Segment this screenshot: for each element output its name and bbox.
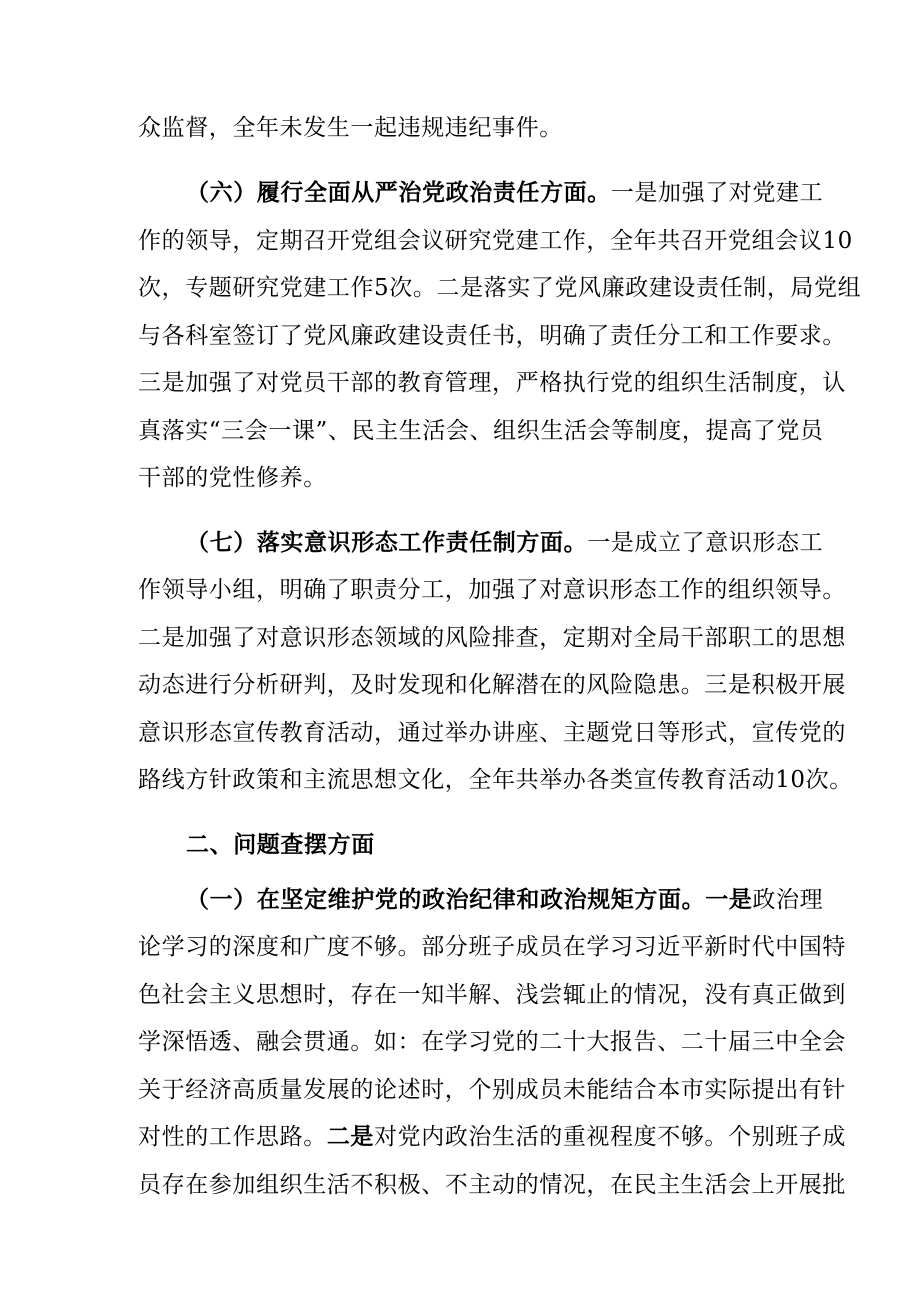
text-line [138,931,846,963]
text: 路线方针政策和主流思想文化，全年共举办各类宣传教育活动10次。 [138,767,853,793]
text: 三是加强了对党员干部的教育管理，严格执行党的组织生活制度，认 [138,370,846,396]
text-line [138,669,846,701]
paragraph-first-line [186,177,824,209]
text: 二是加强了对意识形态领域的风险排查，定期对全局干部职工的思想 [138,625,846,651]
text-line [138,320,846,352]
text-line [138,717,846,749]
text: 一是成立了意识形态工 [587,530,824,556]
text-line [138,112,788,144]
text-line [138,764,853,796]
text: 一是加强了对党建工 [610,180,824,206]
text-line [138,574,846,606]
text: 员存在参加组织生活不积极、不主动的情况，在民主生活会上开展批 [138,1172,846,1198]
text-line [138,462,788,494]
text: 次，专题研究党建工作5次。二是落实了党风廉政建设责任制，局党组 [138,275,862,301]
paragraph-heading: （七）落实意识形态工作责任制方面。 [186,529,588,556]
text: 真落实“三会一课”、民主生活会、组织生活会等制度，提高了党员 [138,418,824,444]
text: 意识形态宣传教育活动，通过举办讲座、主题党日等形式，宣传党的 [138,720,846,746]
text: 对性的工作思路。 [138,1124,327,1150]
text-line [138,415,824,447]
text-line [138,1026,846,1058]
text: 学深悟透、融会贯通。如：在学习党的二十大报告、二十届三中全会 [138,1029,846,1055]
text-line [138,367,846,399]
text: 动态进行分析研判，及时发现和化解潜在的风险隐患。三是积极开展 [138,672,846,698]
text: 色社会主义思想时，存在一知半解、浅尝辄止的情况，没有真正做到 [138,982,846,1008]
text: 作的领导，定期召开党组会议研究党建工作，全年共召开党组会议10 [138,228,853,254]
text: 作领导小组，明确了职责分工，加强了对意识形态工作的组织领导。 [138,577,846,603]
paragraph-first-line [186,527,824,559]
text: 众监督，全年未发生一起违规违纪事件。 [138,115,563,141]
text-line [138,1169,846,1201]
text: 政治理 [752,887,824,913]
lead-word: 二是 [326,1123,375,1150]
text: 干部的党性修养。 [138,465,327,491]
text-line [138,1074,846,1106]
text: 与各科室签订了党风廉政建设责任书，明确了责任分工和工作要求。 [138,323,846,349]
lead-word: 一是 [705,886,753,913]
text-line [138,622,846,654]
section-heading [186,829,788,861]
text: 关于经济高质量发展的论述时，个别成员未能结合本市实际提出有针 [138,1077,846,1103]
text: 论学习的深度和广度不够。部分班子成员在学习习近平新时代中国特 [138,934,846,960]
text-line [138,979,846,1011]
paragraph-first-line [186,884,824,916]
text-line [138,272,862,304]
paragraph-heading: （六）履行全面从严治党政治责任方面。 [186,179,611,206]
paragraph-heading: （一）在坚定维护党的政治纪律和政治规矩方面。 [186,886,706,913]
section-title: 二、问题查摆方面 [186,831,375,858]
text: 对党内政治生活的重视程度不够。个别班子成 [374,1124,847,1150]
text-line [138,225,853,257]
text-line [138,1121,847,1153]
